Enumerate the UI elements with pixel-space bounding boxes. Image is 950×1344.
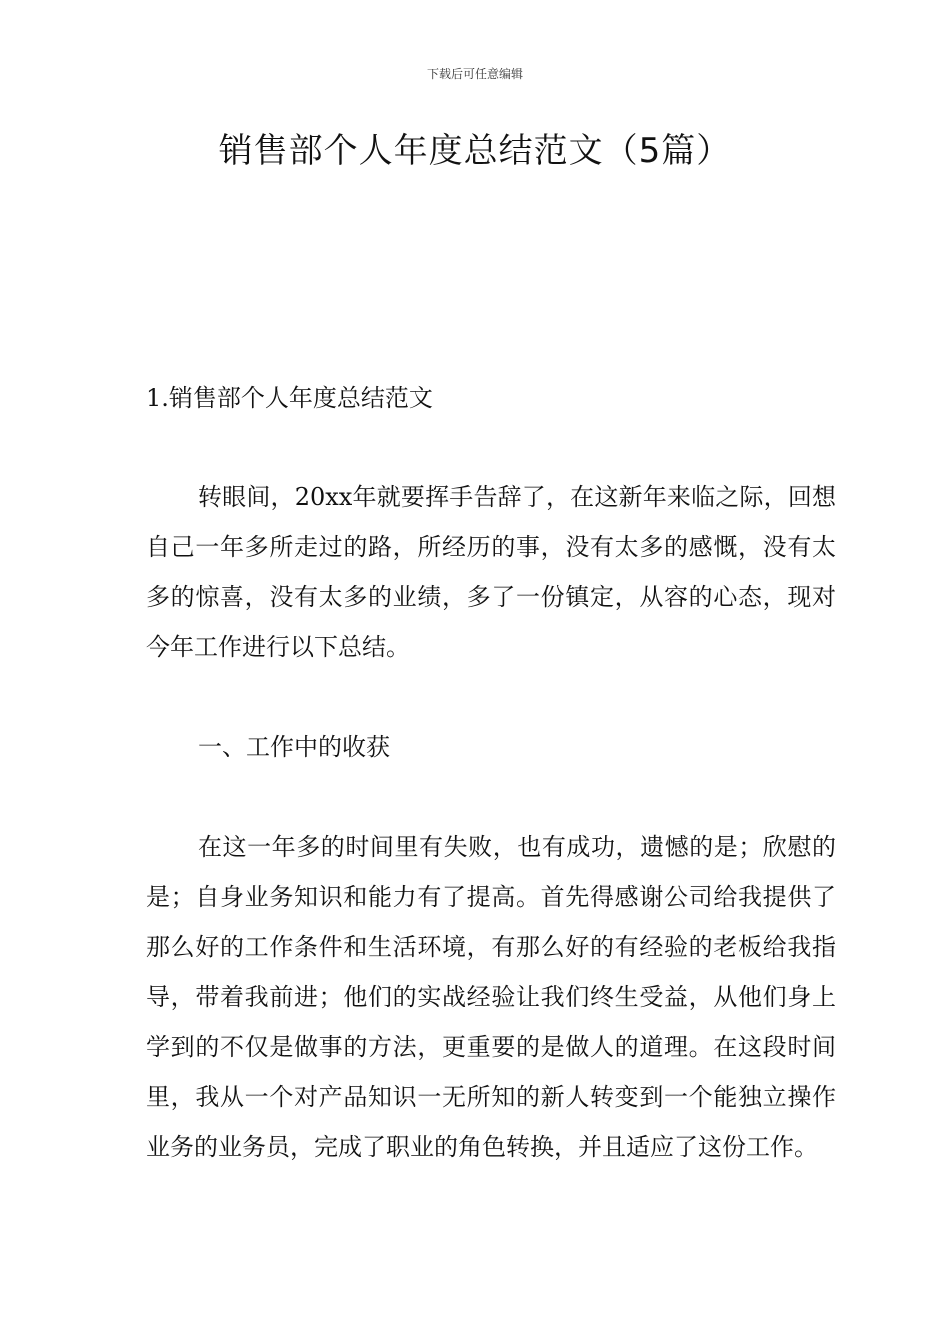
paragraph-heading-gains: 一、工作中的收获 (198, 733, 390, 761)
paragraph-intro: 转眼间，20xx年就要挥手告辞了，在这新年来临之际，回想自己一年多所走过的路，所经历的事，没有太多的感慨，没有太多的惊喜，没有太多的业绩，多了一份镇定，从容的心态，现对今年工作进行以下总结。 (146, 483, 836, 661)
header-note: 下载后可任意编辑 (426, 67, 523, 81)
paragraph-gains-body: 在这一年多的时间里有失败，也有成功，遗憾的是；欣慰的是；自身业务知识和能力有了提高。首先得感谢公司给我提供了那么好的工作条件和生活环境，有那么好的有经验的老板给我指导，带着我前进；他们的实战经验让我们终生受益，从他们身上学到的不仅是做事的方法，更重要的是做人的道理。在这段时间里，我从一个对产品知识一无所知的新人转变到一个能独立操作业务的业务员，完成了职业的角色转换，并且适应了这份工作。 (146, 833, 836, 1161)
section-title: 1.销售部个人年度总结范文 (146, 384, 433, 412)
document-title: 销售部个人年度总结范文（5篇） (218, 131, 732, 171)
